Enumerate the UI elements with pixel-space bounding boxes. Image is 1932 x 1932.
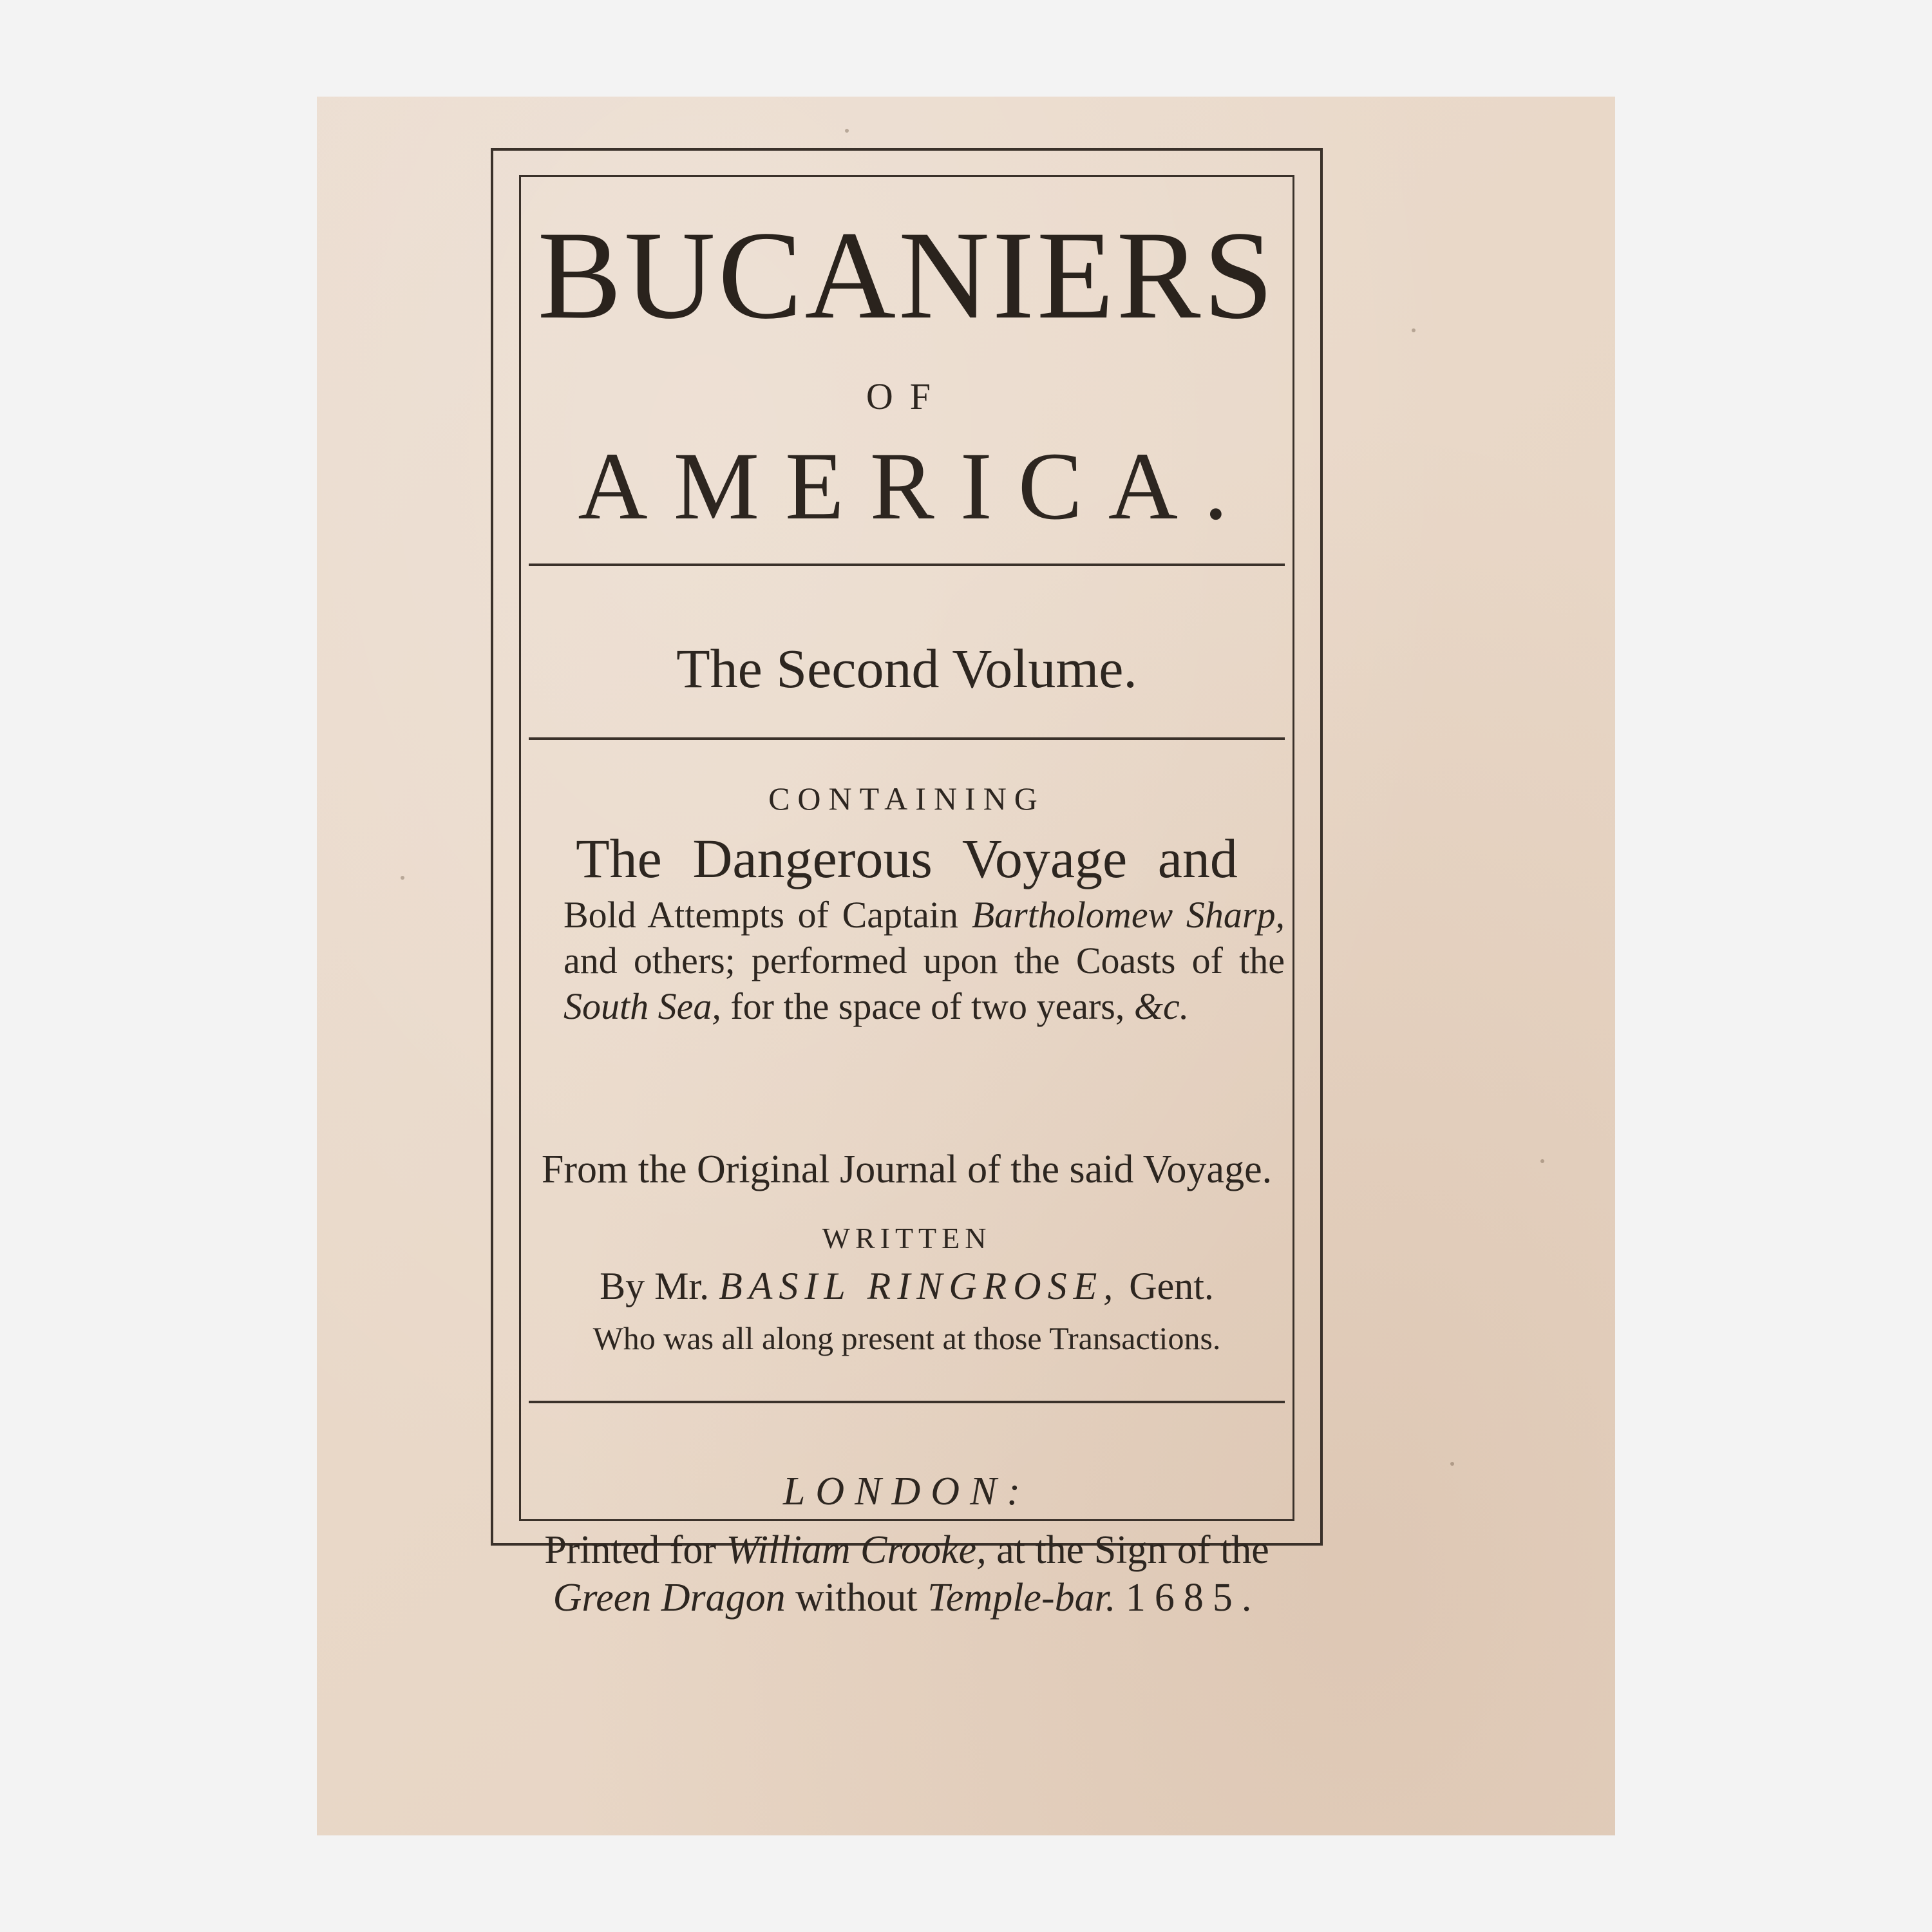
etc-text: &c.	[1133, 985, 1189, 1027]
divider-rule	[529, 1401, 1285, 1403]
author-line	[521, 1267, 1293, 1305]
voyage-description	[564, 892, 1285, 1029]
divider-rule	[529, 737, 1285, 740]
captain-name: Bartholomew Sharp,	[971, 894, 1285, 936]
title-of: OF	[866, 375, 948, 417]
containing-label: CONTAINING	[768, 781, 1045, 817]
publication-year: 1685.	[1125, 1576, 1261, 1620]
inner-border	[519, 175, 1294, 1620]
at-sign-text: at the Sign of the	[996, 1528, 1269, 1572]
subtitle-first-line: The Dangerous Voyage and	[576, 828, 1238, 889]
written-label: WRITTEN	[822, 1222, 992, 1255]
source-line: From the Original Journal of the said Voyage.	[541, 1148, 1273, 1191]
divider-rule	[529, 564, 1285, 566]
imprint-text	[529, 1526, 1285, 1622]
title-america: AMERICA.	[578, 433, 1254, 540]
others-text: and others; performed upon the Coasts of the	[564, 940, 1285, 981]
book-page	[317, 97, 1615, 1835]
volume-label: The Second Volume.	[676, 638, 1137, 699]
printed-for: Printed for	[544, 1528, 717, 1572]
south-sea: South Sea,	[564, 985, 721, 1027]
paper-speck	[1540, 1159, 1544, 1163]
imprint-city	[521, 1472, 1293, 1511]
author-name: BASIL RINGROSE,	[719, 1265, 1120, 1307]
sign-name: Green Dragon	[553, 1576, 786, 1620]
paper-speck	[1412, 328, 1416, 332]
city-name: LONDON:	[782, 1470, 1031, 1513]
location-name: Temple-bar.	[927, 1576, 1116, 1620]
book-title: BUCANIERS	[537, 205, 1276, 345]
author-prefix: By Mr.	[600, 1265, 710, 1307]
author-note: Who was all along present at those Transactions.	[592, 1320, 1221, 1356]
printer-name: William Crooke,	[726, 1528, 987, 1572]
paper-speck	[401, 876, 404, 880]
duration-text: for the space of two years,	[730, 985, 1125, 1027]
without-text: without	[795, 1576, 918, 1620]
outer-border	[491, 148, 1323, 1620]
title-page-content	[521, 177, 1293, 1620]
author-suffix: Gent.	[1129, 1265, 1214, 1307]
bold-attempts-text: Bold Attempts of Captain	[564, 894, 959, 936]
paper-speck	[1450, 1462, 1454, 1466]
paper-speck	[845, 129, 849, 133]
